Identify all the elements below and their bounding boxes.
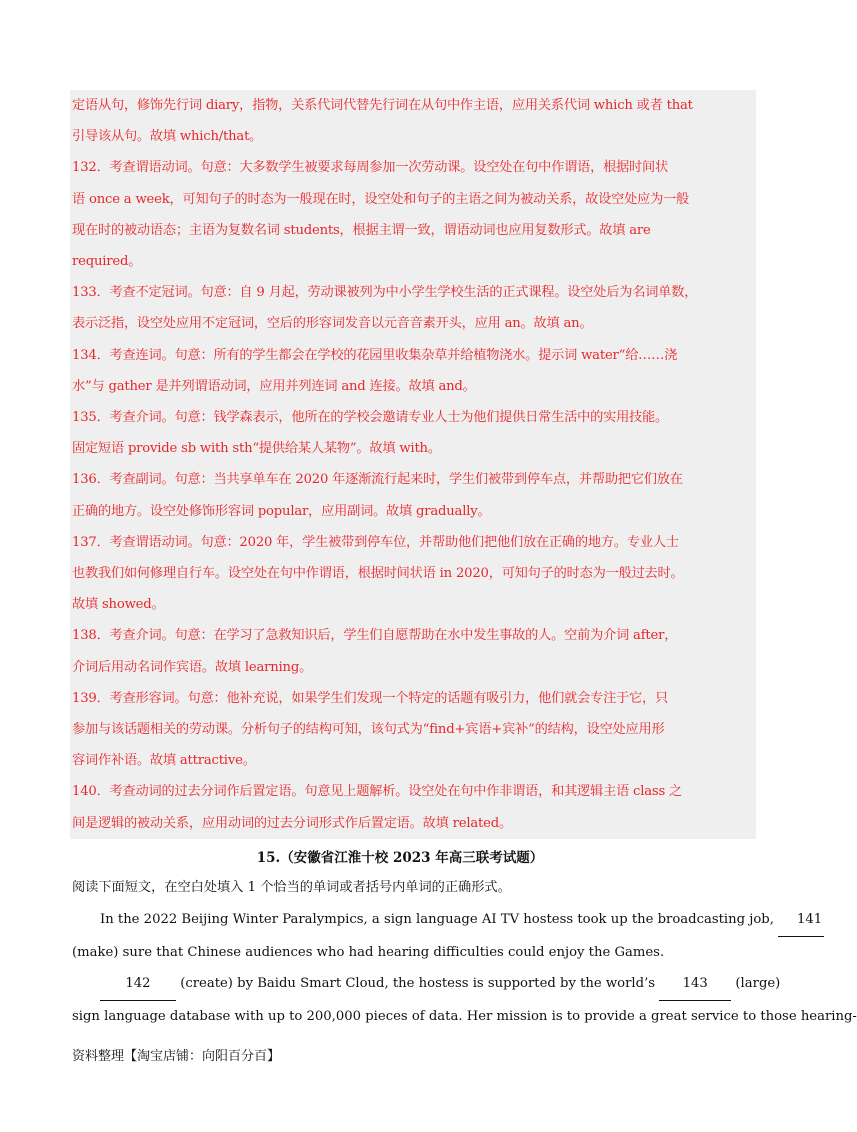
- answer-line: required。: [72, 254, 142, 270]
- answer-line: 故填 showed。: [72, 597, 165, 613]
- answer-line: 也教我们如何修理自行车。设空处在句中作谓语，根据时间状语 in 2020，可知句子的时态为一般过去时。: [72, 566, 684, 582]
- passage-line: [72, 968, 781, 1001]
- answer-line: 语 once a week，可知句子的时态为一般现在时，设空处和句子的主语之间为被动关系，故设空处应为一般: [72, 191, 690, 207]
- instruction-text: 阅读下面短文，在空白处填入 1 个恰当的单词或者括号内单词的正确形式。: [72, 880, 511, 895]
- answer-line: 140．考查动词的过去分词作后置定语。句意见上题解析。设空处在句中作非谓语，和其逻辑主语 class 之: [72, 784, 683, 800]
- answer-line: 138．考查介词。句意：在学习了急救知识后，学生们自愿帮助在水中发生事故的人。空前为介词 after，: [72, 628, 678, 644]
- passage-text: In the 2022 Beijing Winter Paralympics, a sign language AI TV hostess took up the broadcasting job,: [100, 912, 779, 927]
- answer-line: 135．考查介词。句意：钱学森表示，他所在的学校会邀请专业人士为他们提供日常生活中的实用技能。: [72, 410, 669, 426]
- answer-line: 参加与该话题相关的劳动课。分析句子的结构可知，该句式为“find+宾语+宾补”的结构，设空处应用形: [72, 722, 665, 738]
- blank-141: 141: [778, 904, 824, 937]
- passage-text: sign language database with up to 200,000 pieces of data. Her mission is to provide a great service to those hearing-: [72, 1008, 857, 1024]
- reading-passage: [72, 904, 857, 1032]
- answer-line: 现在时的被动语态；主语为复数名词 students，根据主谓一致，谓语动词也应用复数形式。故填 are: [72, 222, 651, 238]
- answer-line: 139．考查形容词。句意：他补充说，如果学生们发现一个特定的话题有吸引力，他们就会专注于它，只: [72, 690, 669, 706]
- passage-line: [72, 904, 823, 937]
- answer-line: 137．考查谓语动词。句意：2020 年，学生被带到停车位，并帮助他们把他们放在正确的地方。专业人士: [72, 534, 679, 550]
- answer-line: 介词后用动名词作宾语。故填 learning。: [72, 659, 313, 675]
- passage-text: (make) sure that Chinese audiences who had hearing difficulties could enjoy the Games.: [72, 944, 665, 960]
- blank-142: 142: [100, 968, 176, 1001]
- section-title: 15.（安徽省江淮十校 2023 年高三联考试题）: [256, 850, 544, 866]
- answer-explanations: [70, 90, 756, 839]
- answer-line: 水”与 gather 是并列谓语动词，应用并列连词 and 连接。故填 and。: [72, 378, 476, 394]
- footer-note: 资料整理【淘宝店铺：向阳百分百】: [72, 1049, 281, 1064]
- passage-text: (large): [731, 976, 781, 991]
- answer-line: 间是逻辑的被动关系，应用动词的过去分词形式作后置定语。故填 related。: [72, 815, 512, 831]
- answer-line: 133．考查不定冠词。句意：自 9 月起，劳动课被列为中小学生学校生活的正式课程。设空处后为名词单数，: [72, 285, 698, 301]
- passage-line: [72, 937, 732, 969]
- passage-text: (create) by Baidu Smart Cloud, the hostess is supported by the world’s: [176, 976, 660, 991]
- answer-line: 表示泛指，设空处应用不定冠词，空后的形容词发音以元音音素开头，应用 an。故填 an。: [72, 316, 593, 332]
- answer-line: 容词作补语。故填 attractive。: [72, 753, 256, 769]
- answer-line: 正确的地方。设空处修饰形容词 popular，应用副词。故填 gradually。: [72, 503, 491, 519]
- answer-line: 定语从句，修饰先行词 diary，指物，关系代词代替先行词在从句中作主语，应用关系代词 which 或者 that: [72, 98, 693, 113]
- answer-line: 132．考查谓语动词。句意：大多数学生被要求每周参加一次劳动课。设空处在句中作谓语，根据时间状: [72, 160, 669, 176]
- answer-line: 固定短语 provide sb with sth“提供给某人某物”。故填 with。: [72, 441, 441, 457]
- passage-line: [72, 1001, 857, 1033]
- blank-143: 143: [659, 968, 731, 1001]
- answer-line: 136．考查副词。句意：当共享单车在 2020 年逐渐流行起来时，学生们被带到停车点，并帮助把它们放在: [72, 472, 683, 488]
- answer-line: 134．考查连词。句意：所有的学生都会在学校的花园里收集杂草并给植物浇水。提示词 water“给……浇: [72, 347, 678, 363]
- answer-line: 引导该从句。故填 which/that。: [72, 129, 263, 145]
